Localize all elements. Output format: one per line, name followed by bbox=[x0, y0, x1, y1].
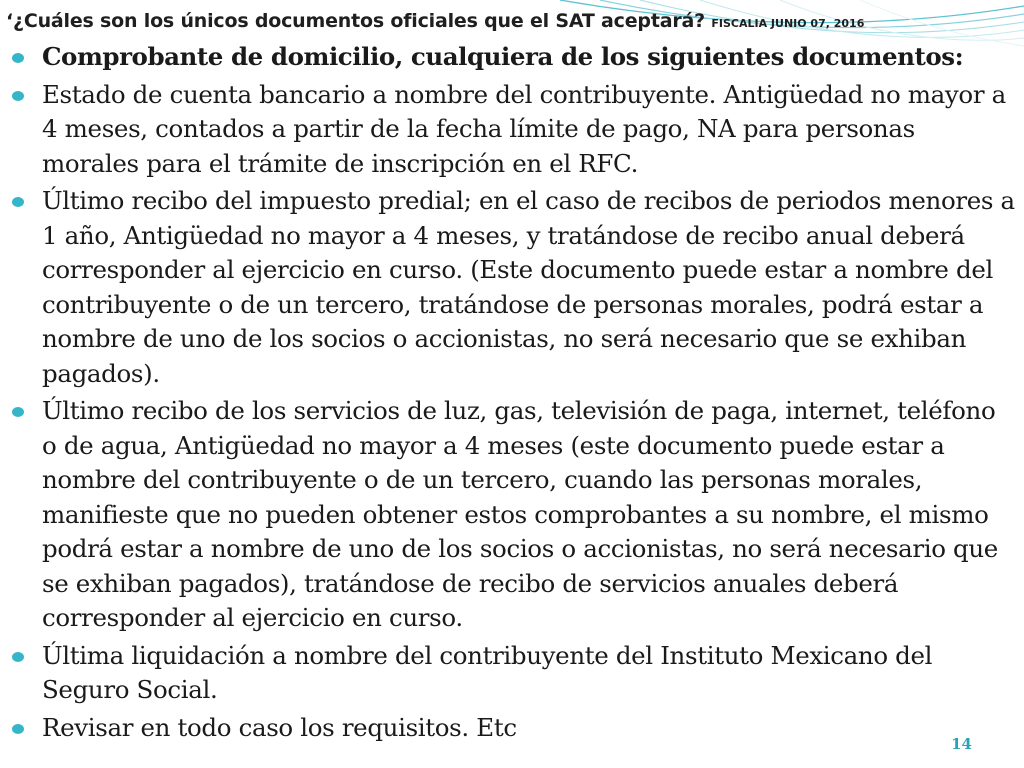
bullet-text: Último recibo de los servicios de luz, gas, televisión de paga, internet, teléfono o de agua, Antigüedad no mayor a 4 meses (este documento puede estar a nombre del contribuyente o de un tercero, cuando las personas morales, manifieste que no pueden obtener estos comprobantes a su nombre, el mismo podrá estar a nombre de uno de los socios o accionistas, no será necesario que se exhiban pagados), tratándose de recibo de servicios anuales deberá corresponder al ejercicio en curso. bbox=[42, 396, 998, 632]
bullet-item-estado-cuenta bbox=[0, 78, 1024, 182]
bullet-text: Último recibo del impuesto predial; en el caso de recibos de periodos menores a 1 año, Antigüedad no mayor a 4 meses, y tratándose de recibo anual deberá corresponder al ejercicio en curso. (Este documento puede estar a nombre del contribuyente o de un tercero, tratándose de personas morales, podrá estar a nombre de uno de los socios o accionistas, no será necesario que se exhiban pagados). bbox=[42, 186, 1015, 388]
bullet-text: Última liquidación a nombre del contribuyente del Instituto Mexicano del Seguro Social. bbox=[42, 640, 933, 704]
bullet-item-revisar bbox=[0, 711, 1024, 746]
bullet-item-comprobante bbox=[0, 40, 1024, 75]
slide-title bbox=[6, 10, 1006, 32]
title-subtitle: FISCALIA JUNIO 07, 2016 bbox=[711, 17, 865, 30]
bullet-icon bbox=[12, 197, 24, 207]
bullet-item-predial bbox=[0, 184, 1024, 391]
bullet-text: Comprobante de domicilio, cualquiera de los siguientes documentos: bbox=[42, 42, 964, 71]
bullet-icon bbox=[12, 53, 24, 63]
page-number: 14 bbox=[951, 735, 972, 753]
bullet-list bbox=[0, 40, 1024, 745]
bullet-icon bbox=[12, 724, 24, 734]
bullet-text: Revisar en todo caso los requisitos. Etc bbox=[42, 712, 517, 742]
bullet-icon bbox=[12, 652, 24, 662]
bullet-item-imss bbox=[0, 639, 1024, 708]
bullet-icon bbox=[12, 91, 24, 101]
title-text: ‘¿Cuáles son los únicos documentos oficiales que el SAT aceptará? bbox=[6, 10, 705, 32]
bullet-text: Estado de cuenta bancario a nombre del contribuyente. Antigüedad no mayor a 4 meses, contados a partir de la fecha límite de pago, NA para personas morales para el trámite de inscripción en el RFC. bbox=[42, 79, 1006, 178]
bullet-icon bbox=[12, 407, 24, 417]
bullet-item-servicios bbox=[0, 394, 1024, 636]
